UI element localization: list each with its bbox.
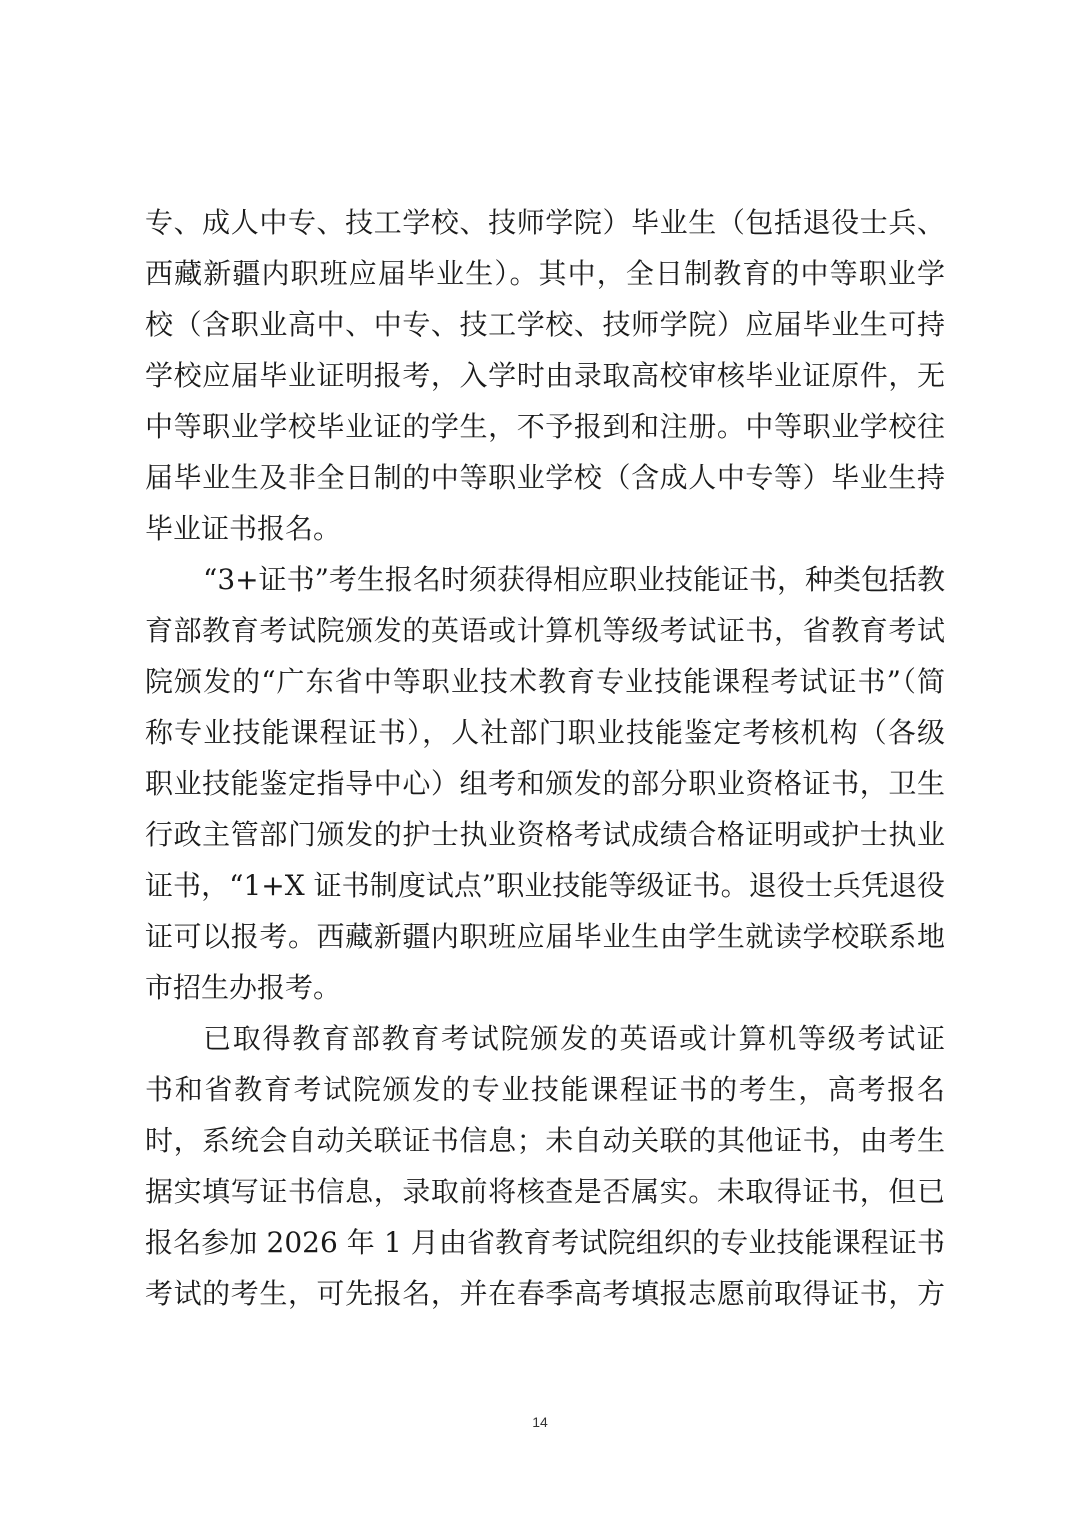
text-line: 时，系统会自动关联证书信息；未自动关联的其他证书，由考生 [145, 1124, 945, 1157]
text-line: 专、成人中专、技工学校、技师学院）毕业生（包括退役士兵、 [145, 206, 945, 239]
text-line: “3+证书”考生报名时须获得相应职业技能证书，种类包括教 [203, 563, 945, 596]
text-line: 中等职业学校毕业证的学生，不予报到和注册。中等职业学校往 [145, 410, 945, 443]
text-line: 育部教育考试院颁发的英语或计算机等级考试证书，省教育考试 [145, 614, 945, 647]
text-line: 行政主管部门颁发的护士执业资格考试成绩合格证明或护士执业 [145, 818, 945, 851]
text-line: 学校应届毕业证明报考，入学时由录取高校审核毕业证原件，无 [145, 359, 945, 392]
text-line: 报名参加 2026 年 1 月由省教育考试院组织的专业技能课程证书 [145, 1226, 945, 1259]
text-line: 市招生办报考。 [145, 971, 342, 1004]
page-number: 14 [532, 1414, 548, 1430]
text-line: 届毕业生及非全日制的中等职业学校（含成人中专等）毕业生持 [145, 461, 945, 494]
body-text [145, 197, 945, 1319]
paragraph-1 [145, 197, 945, 554]
text-line: 证可以报考。西藏新疆内职班应届毕业生由学生就读学校联系地 [145, 920, 945, 953]
text-line: 称专业技能课程证书），人社部门职业技能鉴定考核机构（各级 [145, 716, 945, 749]
text-line: 考试的考生，可先报名，并在春季高考填报志愿前取得证书，方 [145, 1277, 945, 1310]
text-line: 据实填写证书信息，录取前将核查是否属实。未取得证书，但已 [145, 1175, 945, 1208]
text-line: 院颁发的“广东省中等职业技术教育专业技能课程考试证书”（简 [145, 665, 945, 698]
paragraph-3 [145, 1013, 945, 1319]
paragraph-2 [145, 554, 945, 1013]
text-line: 校（含职业高中、中专、技工学校、技师学院）应届毕业生可持 [145, 308, 945, 341]
text-line: 西藏新疆内职班应届毕业生）。其中，全日制教育的中等职业学 [145, 257, 945, 290]
text-line: 书和省教育考试院颁发的专业技能课程证书的考生，高考报名 [145, 1073, 945, 1106]
text-line: 职业技能鉴定指导中心）组考和颁发的部分职业资格证书，卫生 [145, 767, 945, 800]
text-line: 毕业证书报名。 [145, 512, 342, 545]
text-line: 已取得教育部教育考试院颁发的英语或计算机等级考试证 [203, 1022, 945, 1055]
text-line: 证书，“1+X 证书制度试点”职业技能等级证书。退役士兵凭退役 [145, 869, 945, 902]
